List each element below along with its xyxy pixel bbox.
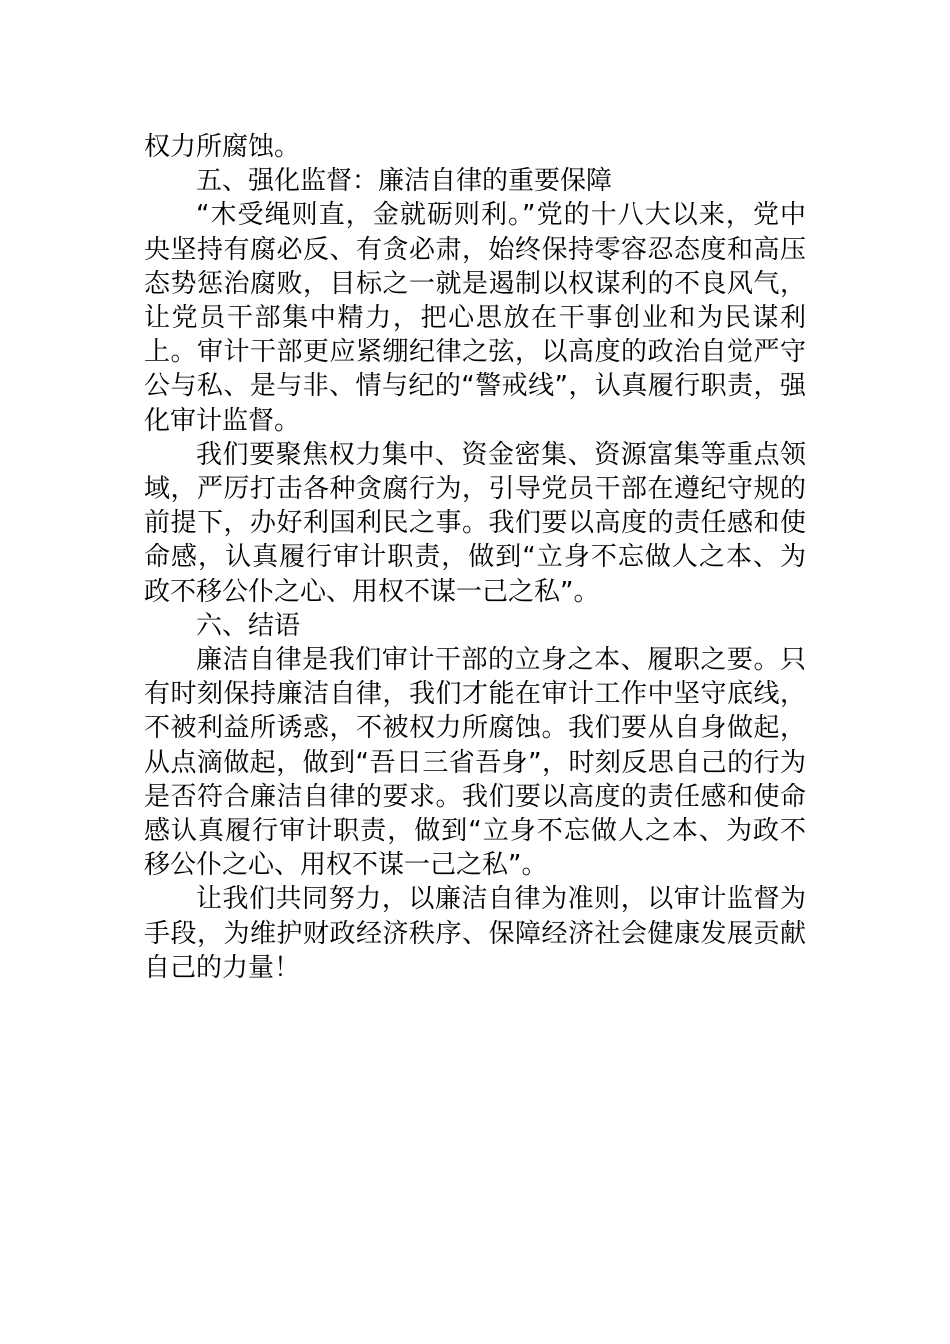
paragraph-key-areas: 我们要聚焦权力集中、资金密集、资源富集等重点领域，严厉打击各种贪腐行为，引导党员干部在遵纪守规的前提下，办好利国利民之事。我们要以高度的责任感和使命感，认真履行审计职责，做到“立身不忘做人之本、为政不移公仆之心、用权不谋一己之私”。: [144, 439, 806, 607]
paragraph-closing: 让我们共同努力，以廉洁自律为准则，以审计监督为手段，为维护财政经济秩序、保障经济社会健康发展贡献自己的力量！: [144, 884, 806, 983]
section-heading-five: 五、强化监督：廉洁自律的重要保障: [196, 166, 613, 197]
section-heading-six: 六、结语: [196, 610, 301, 641]
paragraph-continuation: 权力所腐蚀。: [144, 132, 301, 162]
paragraph-conclusion: 廉洁自律是我们审计干部的立身之本、履职之要。只有时刻保持廉洁自律，我们才能在审计工作中坚守底线，不被利益所诱惑，不被权力所腐蚀。我们要从自身做起，从点滴做起，做到“吾日三省吾身”，时刻反思自己的行为是否符合廉洁自律的要求。我们要以高度的责任感和使命感认真履行审计职责，做到“立身不忘做人之本、为政不移公仆之心、用权不谋一己之私”。: [144, 645, 806, 881]
paragraph-supervision: “木受绳则直，金就砺则利。”党的十八大以来，党中央坚持有腐必反、有贪必肃，始终保持零容忍态度和高压态势惩治腐败，目标之一就是遏制以权谋利的不良风气，让党员干部集中精力，把心思放在干事创业和为民谋利上。审计干部更应紧绷纪律之弦，以高度的政治自觉严守公与私、是与非、情与纪的“警戒线”，认真履行职责，强化审计监督。: [144, 200, 806, 436]
document-body: [144, 130, 806, 985]
